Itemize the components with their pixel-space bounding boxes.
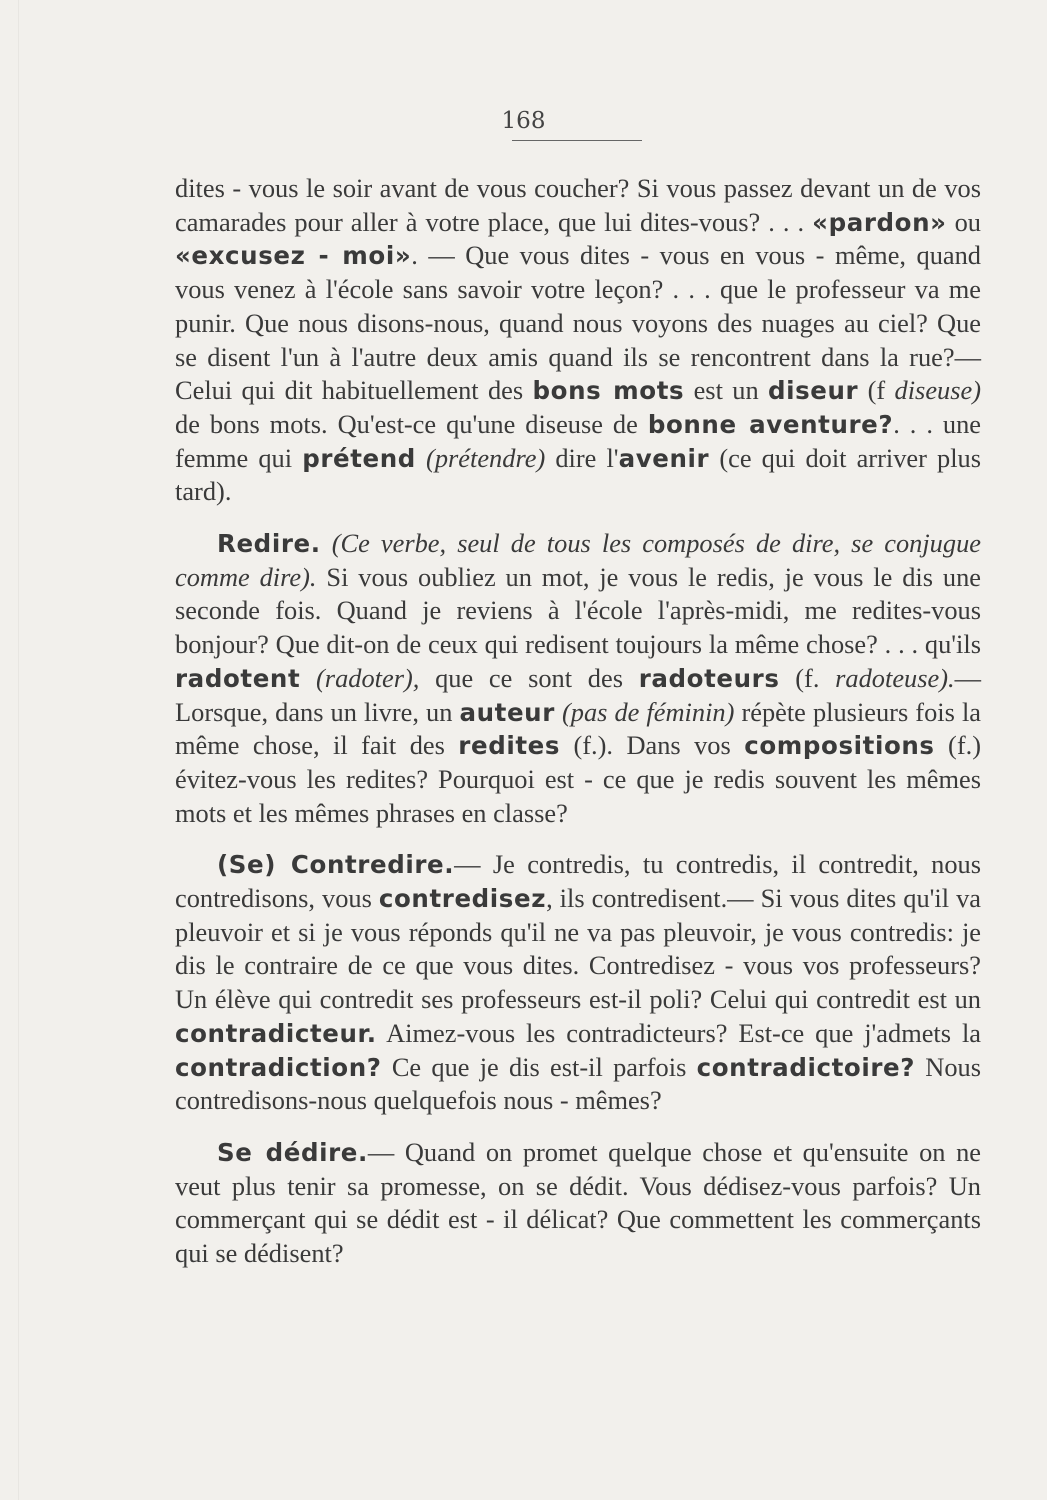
section-heading: Se dédire. bbox=[217, 1137, 368, 1167]
page-gutter bbox=[18, 0, 19, 1500]
italic-note: (Ce verbe, seul de tous les composés de dire, se conjugue comme dire). bbox=[175, 528, 981, 592]
bold-term: compositions bbox=[744, 731, 935, 761]
text-run: . — Que vous dites - vous en vous - même, quand vous venez à l'école sans savoir votre leçon? . . . que le professeur va me punir. Que nous disons-nous, quand nous voyons des nuages au ciel? Que se disent l'un à l'autre deux amis quand ils se rencontrent dans la rue?— Celui qui dit habituellement des bbox=[175, 240, 981, 406]
text-run bbox=[555, 697, 562, 727]
bold-term: prétend bbox=[302, 443, 416, 473]
bold-term: contradicteur. bbox=[175, 1018, 377, 1048]
text-run: (f. bbox=[779, 662, 836, 693]
bold-term: contradictoire? bbox=[696, 1052, 916, 1082]
text-run: (f.). Dans vos bbox=[560, 730, 745, 761]
section-heading: Redire. bbox=[217, 529, 321, 559]
page-number: 168 bbox=[501, 108, 546, 134]
text-run bbox=[416, 443, 426, 473]
text-run: (f bbox=[858, 375, 895, 406]
italic-note: (pas de féminin) bbox=[561, 696, 735, 727]
text-run: que ce sont des bbox=[419, 662, 639, 693]
bold-term: «excusez - moi» bbox=[175, 241, 412, 271]
paragraph-redire bbox=[175, 527, 981, 830]
bold-term: bonne aventure? bbox=[647, 409, 894, 439]
page-header bbox=[0, 108, 1047, 138]
bold-term: redites bbox=[458, 731, 561, 761]
text-run: ou bbox=[946, 206, 982, 237]
bold-term: «pardon» bbox=[812, 207, 947, 237]
bold-term: auteur bbox=[459, 697, 555, 727]
text-run bbox=[321, 528, 332, 558]
header-rule bbox=[512, 140, 642, 141]
text-run: dites - vous le soir avant de vous coucher? Si vous passez devant un de vos camarades pour aller à votre place, que lui dites-vous? . . . bbox=[175, 173, 981, 237]
text-run: dire l' bbox=[545, 442, 619, 473]
text-run: — Lorsque, dans un livre, un bbox=[175, 662, 981, 727]
paragraph-intro bbox=[175, 172, 981, 509]
bold-term: radotent bbox=[175, 663, 301, 693]
text-run: . . . une femme qui bbox=[175, 408, 981, 473]
paragraph-se-dedire bbox=[175, 1136, 981, 1271]
italic-note: (radoter), bbox=[316, 662, 420, 693]
bold-term: contradiction? bbox=[175, 1052, 382, 1082]
bold-term: avenir bbox=[618, 443, 710, 473]
section-heading: (Se) Contredire. bbox=[217, 850, 455, 880]
text-run bbox=[300, 663, 316, 693]
page-text bbox=[175, 172, 981, 1271]
text-run: (f.) évitez-vous les redites? Pourquoi est - ce que je redis souvent les mêmes mots et les mêmes phrases en classe? bbox=[175, 730, 981, 828]
text-run: (ce qui doit arriver plus tard). bbox=[175, 442, 981, 507]
text-run: Aimez-vous les contradicteurs? Est-ce que j'admets la bbox=[376, 1017, 981, 1048]
bold-term: diseur bbox=[767, 376, 859, 406]
text-run: Ce que je dis est-il parfois bbox=[381, 1051, 697, 1082]
bold-term: radoteurs bbox=[638, 663, 780, 693]
text-run: de bons mots. Qu'est-ce qu'une diseuse de bbox=[175, 408, 648, 439]
italic-note: radoteuse). bbox=[835, 662, 955, 693]
bold-term: contredisez bbox=[378, 884, 547, 914]
text-run: Nous contredisons-nous quelquefois nous - mêmes? bbox=[175, 1051, 981, 1116]
text-run: est un bbox=[684, 375, 768, 406]
text-run: — Je contredis, tu contredis, il contredit, nous contredisons, vous bbox=[175, 849, 981, 914]
italic-note: diseuse) bbox=[894, 375, 982, 406]
text-run: répète plusieurs fois la même chose, il fait des bbox=[175, 696, 981, 761]
text-run: , ils contredisent.— Si vous dites qu'il va pleuvoir et si je vous réponds qu'il ne va pas pleuvoir, je vous contredis: je dis le contraire de ce que vous dites. Contredisez - vous vos professeurs? Un élève qui contredit ses professeurs est-il poli? Celui qui contredit est un bbox=[175, 883, 982, 1015]
text-run: — Quand on promet quelque chose et qu'ensuite on ne veut plus tenir sa promesse, on se dédit. Vous dédisez-vous parfois? Un commerçant qui se dédit est - il délicat? Que commettent les commerçants qui se dédisent? bbox=[175, 1136, 982, 1269]
italic-note: (prétendre) bbox=[426, 442, 546, 473]
bold-term: bons mots bbox=[532, 376, 685, 406]
text-run: Si vous oubliez un mot, je vous le redis, je vous le dis une seconde fois. Quand je reviens à l'école l'après-midi, me redites-vous bonjour? Que dit-on de ceux qui redisent toujours la même chose? . . . qu'ils bbox=[175, 561, 981, 660]
paragraph-contredire bbox=[175, 848, 981, 1118]
